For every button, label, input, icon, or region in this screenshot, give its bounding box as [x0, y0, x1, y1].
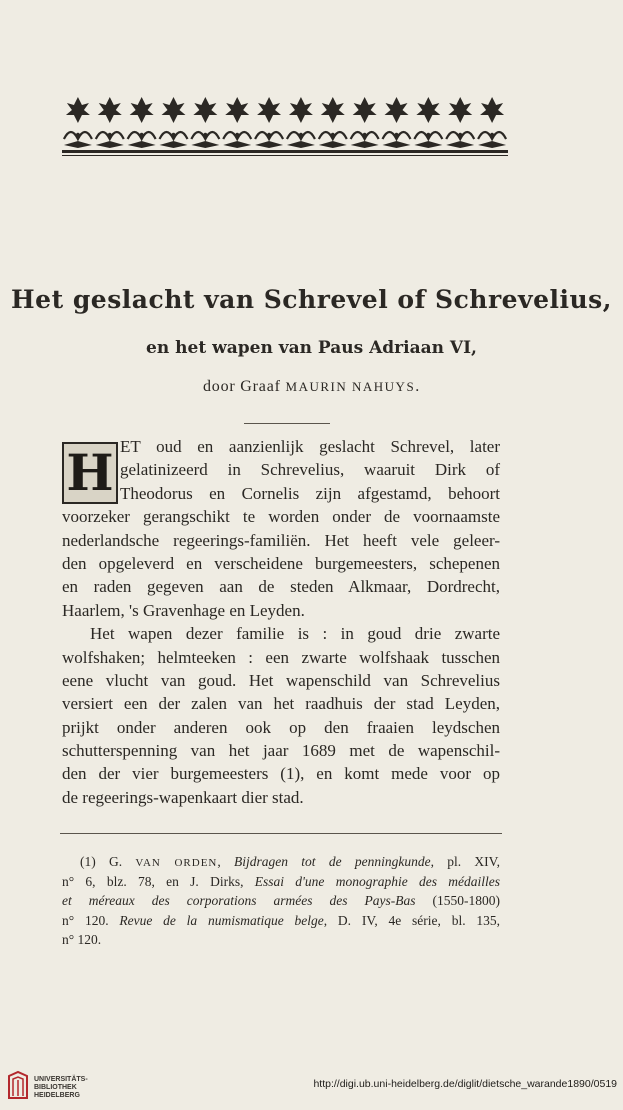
ornament-motif — [446, 97, 474, 148]
footnote-divider — [60, 833, 502, 834]
text-line: schutterspenning van het jaar 1689 met de wapenschil- — [62, 741, 500, 761]
author-prefix: door Graaf — [202, 378, 286, 395]
source-url[interactable]: http://digi.ub.uni-heidelberg.de/diglit/dietsche_warande1890/0519 — [313, 1078, 617, 1090]
article-subtitle: en het wapen van Paus Adriaan VI, — [146, 338, 477, 358]
text-line: nederlandsche regeerings-familiën. Het heeft vele geleer- — [62, 530, 500, 550]
library-name-line: BIBLIOTHEK — [34, 1084, 77, 1091]
footnote-italic: Bijdragen tot de penningkunde — [234, 854, 431, 869]
ornament-motif — [255, 97, 283, 148]
ornament-motif — [128, 97, 156, 148]
text-line: den opgeleverd en verscheidene burgemeesters, schepenen — [62, 553, 500, 573]
footnote-text: , pl. XIV, — [430, 854, 500, 869]
footnote-italic: Revue de la numismatique belge — [119, 912, 324, 928]
library-name-line: HEIDELBERG — [34, 1092, 80, 1099]
footnote-line — [62, 852, 500, 872]
ornament-motif — [223, 97, 251, 148]
ornament-motif — [383, 97, 411, 148]
text-line: Theodorus en Cornelis zijn afgestamd, behoort — [120, 483, 500, 503]
footnote — [62, 852, 500, 950]
decorative-headpiece — [60, 95, 510, 157]
footnote-smallcaps: VAN ORDEN — [135, 857, 218, 869]
ornament-motif — [96, 97, 124, 148]
footnote-line — [62, 891, 500, 911]
ornament-motif — [319, 97, 347, 148]
text-line: voorzeker gerangschikt te worden onder de voornaamste — [62, 507, 500, 527]
body-text — [62, 435, 500, 809]
ornament-motif — [414, 97, 442, 148]
footnote-text: , — [217, 854, 235, 869]
article-title: Het geslacht van Schrevel of Schrevelius, — [11, 285, 612, 314]
text-line: prijkt onder anderen ook op den fraaien leydschen — [62, 717, 500, 737]
author-name: MAURIN NAHUYS — [285, 379, 416, 394]
text-line: gelatinizeerd in Schrevelius, waaruit Dirk of — [120, 460, 500, 480]
library-logo-icon — [7, 1070, 29, 1100]
text-line: en raden gegeven aan de steden Alkmaar, Dordrecht, — [62, 577, 500, 597]
ornament-motif — [351, 97, 379, 148]
text-line: de regeerings-wapenkaart dier stad. — [62, 787, 304, 807]
ornament-motif — [191, 97, 219, 148]
footnote-text: (1550-1800) — [415, 893, 500, 909]
footnote-text: n° 120. — [62, 912, 120, 928]
text-line: Het wapen dezer familie is : in goud drie zwarte — [90, 624, 500, 644]
footnote-italic: et méreaux des corporations armées des Pays-Bas — [62, 893, 416, 909]
footnote-text: (1) G. — [80, 854, 136, 869]
footnote-line: n° 120. — [62, 932, 102, 948]
ornament-motif — [64, 97, 92, 148]
footnote-italic: Essai d'une monographie des médailles — [254, 873, 500, 889]
footnote-line — [62, 911, 500, 931]
library-name-line: UNIVERSITÄTS- — [34, 1076, 88, 1083]
footnote-text: n° 6, blz. 78, en J. Dirks, — [62, 873, 255, 889]
footnote-line — [62, 872, 500, 892]
text-line: Haarlem, 's Gravenhage en Leyden. — [62, 600, 305, 620]
author-suffix: . — [415, 378, 420, 395]
drop-cap-letter: H — [66, 443, 114, 502]
author-line — [0, 378, 623, 396]
library-name — [34, 1076, 88, 1100]
ornament-motif — [478, 97, 506, 148]
text-line: versiert een der zalen van het raadhuis der stad Leyden, — [62, 694, 500, 714]
title-divider — [244, 423, 330, 424]
ornament-motif — [287, 97, 315, 148]
ornament-motif — [160, 97, 188, 148]
text-line: ET oud en aanzienlijk geslacht Schrevel, later — [120, 437, 500, 456]
text-line: eene vlucht van goud. Het wapenschild van Schrevelius — [62, 670, 500, 690]
text-line: wolfshaken; helmteeken : een zwarte wolfshaak tusschen — [62, 647, 500, 667]
text-line: den der vier burgemeesters (1), en komt mede voor op — [62, 764, 500, 784]
footnote-text: , D. IV, 4e série, bl. 135, — [323, 912, 500, 928]
